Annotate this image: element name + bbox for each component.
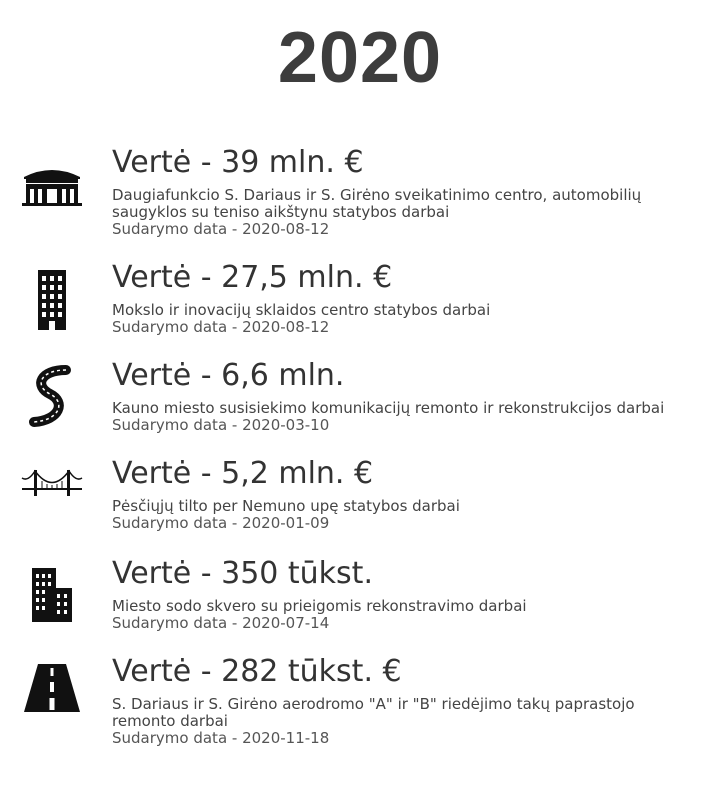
description-text: Pėsčiųjų tilto per Nemuno upę statybos darbai [112,497,460,515]
value-text: Vertė - 6,6 mln. [112,358,345,393]
value-text: Vertė - 350 tūkst. [112,556,373,591]
value-text: Vertė - 27,5 mln. € [112,260,393,295]
date-text: Sudarymo data - 2020-08-12 [112,220,330,238]
date-text: Sudarymo data - 2020-11-18 [112,729,330,747]
description-text: Mokslo ir inovacijų sklaidos centro statybos darbai [112,301,491,319]
value-text: Vertė - 5,2 mln. € [112,456,374,491]
description-text: S. Dariaus ir S. Girėno aerodromo "A" ir "B" riedėjimo takų paprastojo remonto darbai [112,695,635,730]
description-text: Daugiafunkcio S. Dariaus ir S. Girėno sveikatinimo centro, automobilių saugyklos su teniso aikštynu statybos darbai [112,186,642,221]
city-buildings-icon [20,560,84,624]
winding-road-icon [20,364,84,428]
page-title: 2020 [277,18,443,98]
value-text: Vertė - 282 tūkst. € [112,654,402,689]
date-text: Sudarymo data - 2020-03-10 [112,416,330,434]
road-icon [20,656,84,720]
date-text: Sudarymo data - 2020-08-12 [112,318,330,336]
building-arena-icon [20,151,84,215]
date-text: Sudarymo data - 2020-07-14 [112,614,330,632]
office-tower-icon [20,268,84,332]
description-text: Miesto sodo skvero su prieigomis rekonstravimo darbai [112,597,527,615]
description-text: Kauno miesto susisiekimo komunikacijų remonto ir rekonstrukcijos darbai [112,399,665,417]
date-text: Sudarymo data - 2020-01-09 [112,514,330,532]
value-text: Vertė - 39 mln. € [112,145,364,180]
suspension-bridge-icon [20,452,84,516]
